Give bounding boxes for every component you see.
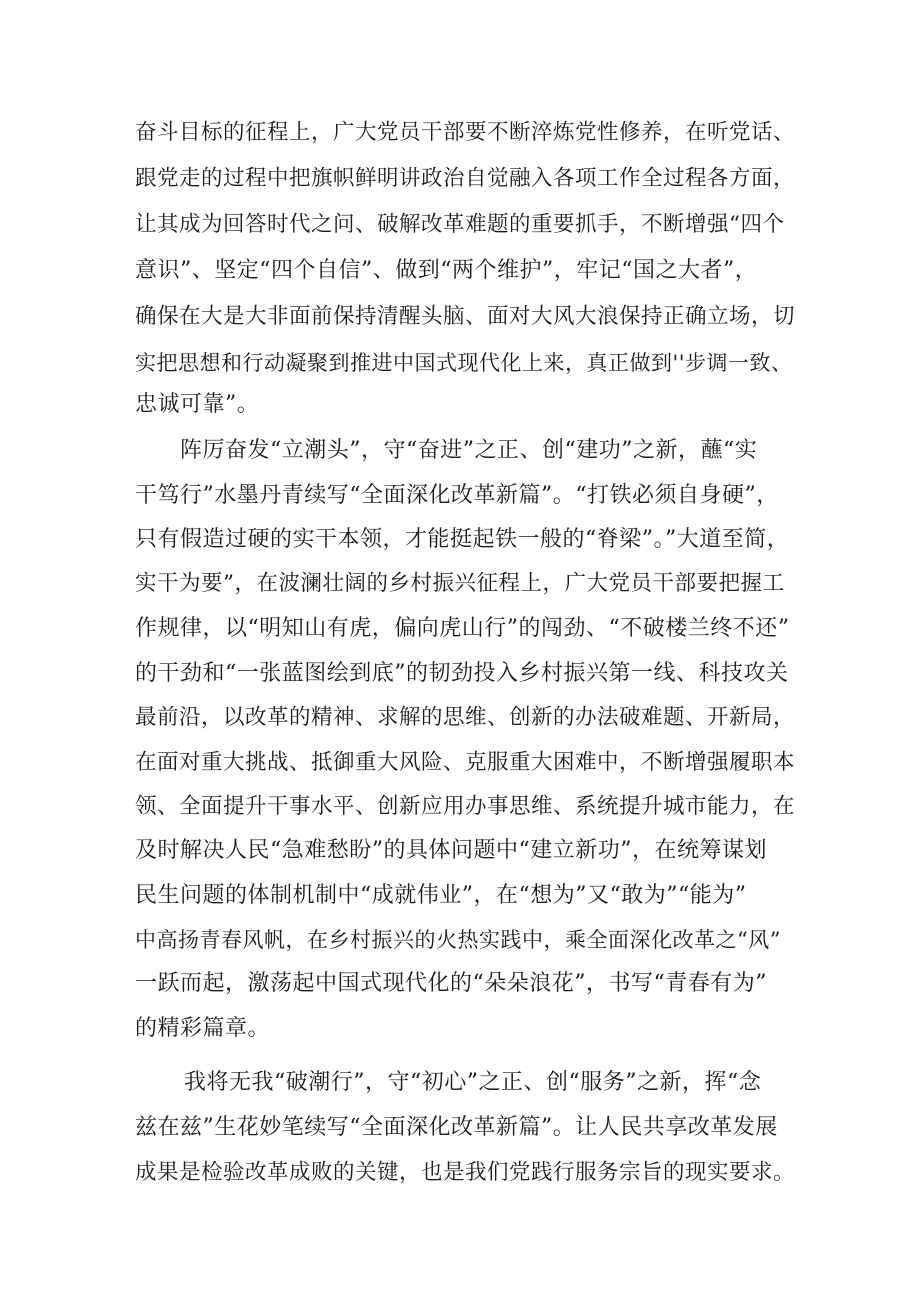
- paragraph-1-line-5: 确保在大是大非面前保持清醒头脑、面对大风大浪保持正确立场，切: [135, 304, 796, 329]
- paragraph-3-line-2: 兹在兹”生花妙笔续写“全面深化改革新篇”。让人民共享改革发展: [135, 1115, 778, 1140]
- paragraph-2-line-7: 最前沿，以改革的精神、求解的思维、创新的办法破难题、开新局，: [135, 705, 796, 730]
- paragraph-2-line-11: 民生问题的体制机制中“成就伟业”，在“想为”又“敢为”“能为”: [135, 883, 747, 908]
- paragraph-2-line-2: 干笃行”水墨丹青续写“全面深化改革新篇”。“打铁必须自身硬”，: [135, 483, 779, 508]
- paragraph-2-line-3: 只有假造过硬的实干本领，才能挺起铁一般的“脊梁”。”大道至简，: [135, 527, 790, 552]
- paragraph-3-line-3: 成果是检验改革成败的关键，也是我们党践行服务宗旨的现实要求。: [135, 1160, 796, 1185]
- paragraph-1-line-3: 让其成为回答时代之问、破解改革难题的重要抓手，不断增强“四个: [135, 212, 785, 237]
- paragraph-1-line-2: 跟党走的过程中把旗帜鲜明讲政治自觉融入各项工作全过程各方面，: [135, 166, 796, 191]
- paragraph-2-line-9: 领、全面提升干事水平、创新应用办事思维、系统提升城市能力，在: [135, 794, 796, 819]
- paragraph-2-line-5: 作规律，以“明知山有虎，偏向虎山行”的闯劲、“不破楼兰终不还”: [135, 616, 790, 641]
- paragraph-2-line-8: 在面对重大挑战、抵御重大风险、克服重大困难中，不断增强履职本: [135, 750, 796, 775]
- paragraph-2-line-10: 及时解决人民“急难愁盼”的具体问题中“建立新功”，在统筹谋划: [135, 838, 767, 863]
- paragraph-2-line-12: 中高扬青春风帆，在乡村振兴的火热实践中，乘全面深化改革之“风”: [135, 928, 781, 952]
- paragraph-2-line-1: 阵厉奋发“立潮头”，守“奋进”之正、创“建功”之新，蘸“实: [180, 438, 758, 463]
- paragraph-2-line-13: 一跃而起，激荡起中国式现代化的“朵朵浪花”，书写“青春有为”: [135, 971, 767, 996]
- paragraph-1-line-6: 实把思想和行动凝聚到推进中国式现代化上来，真正做到''步调一致、: [135, 351, 793, 375]
- paragraph-1-line-1: 奋斗目标的征程上，广大党员干部要不断淬炼党性修养，在听党话、: [135, 120, 796, 145]
- paragraph-1-line-7: 忠诚可靠”。: [135, 392, 260, 417]
- paragraph-2-line-4: 实干为要”，在波澜壮阔的乡村振兴征程上，广大党员干部要把握工: [135, 571, 785, 596]
- paragraph-2-line-6: 的干劲和“一张蓝图绘到底”的韧劲投入乡村振兴第一线、科技攻关: [135, 661, 789, 686]
- paragraph-3-line-1: 我将无我“破潮行”，守“初心”之正、创“服务”之新，挥“念: [184, 1070, 762, 1095]
- paragraph-2-line-14: 的精彩篇章。: [135, 1016, 271, 1041]
- paragraph-1-line-4: 意识”、坚定“四个自信”、做到“两个维护”，牢记“国之大者”，: [135, 258, 758, 283]
